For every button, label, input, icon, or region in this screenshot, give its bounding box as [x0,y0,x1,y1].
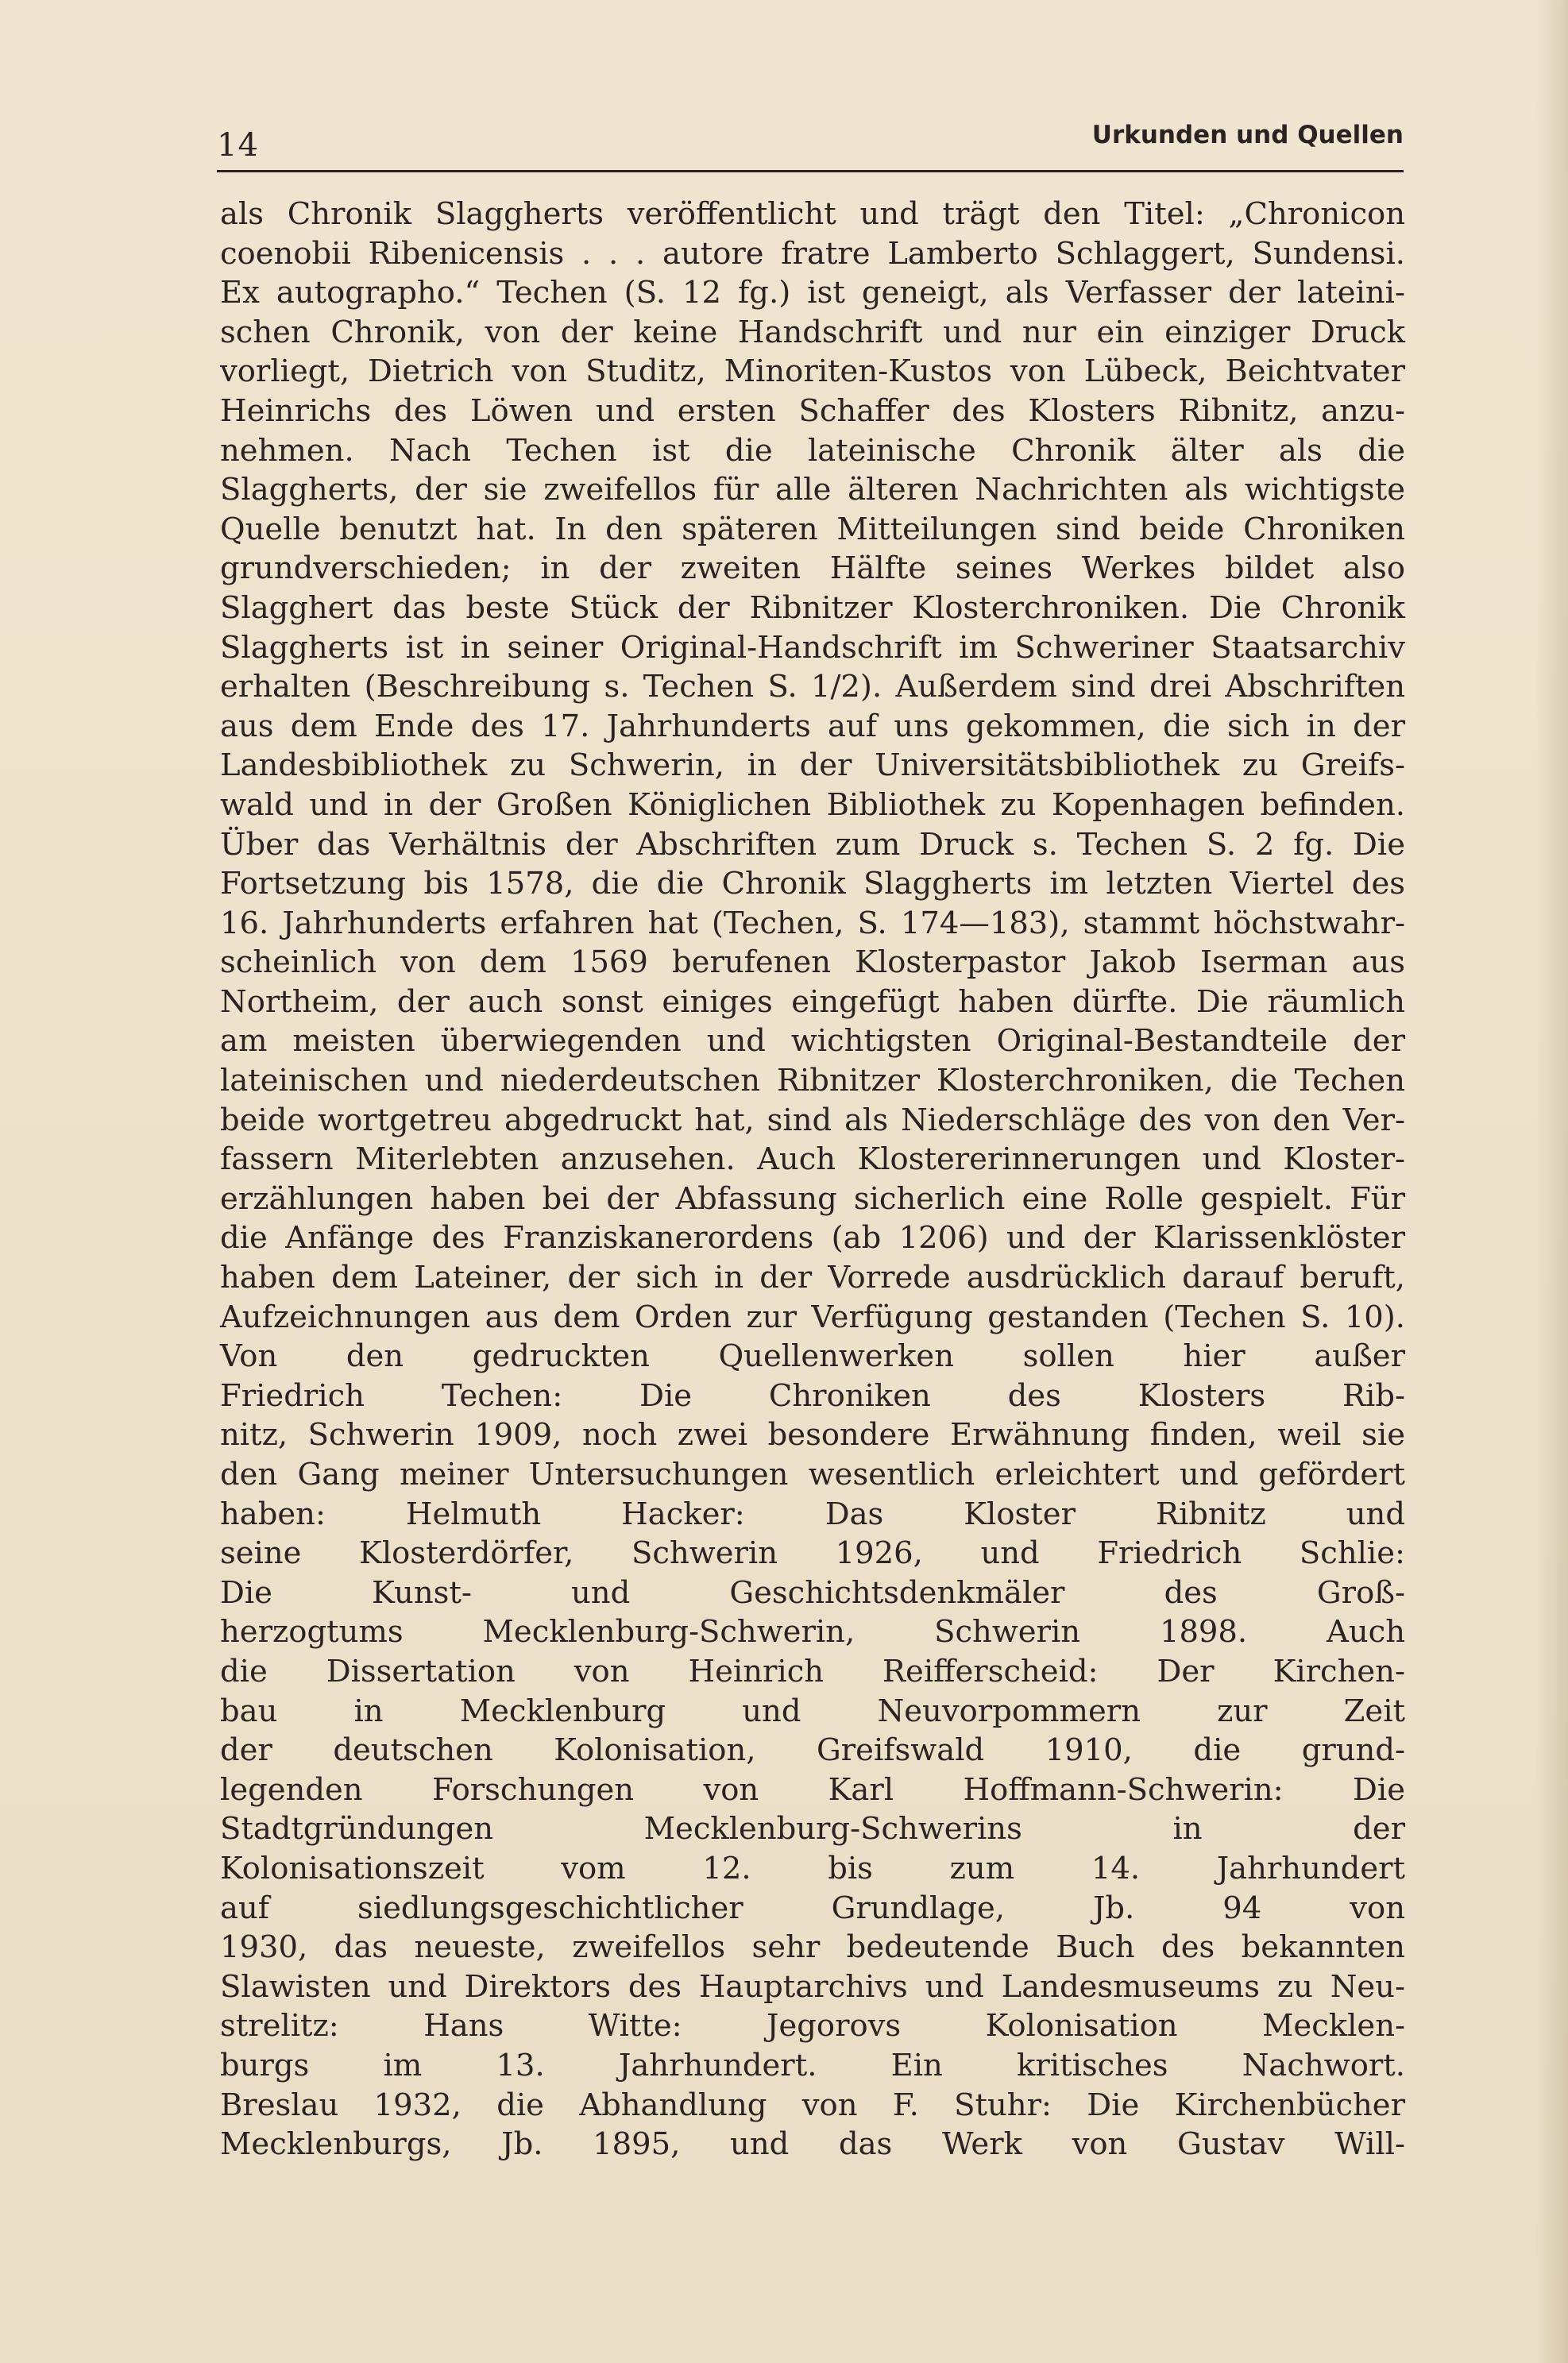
text-line: Stadtgründungen Mecklenburg-Schwerins in der [220,1811,1405,1848]
text-line: Friedrich Techen: Die Chroniken des Klosters Rib- [220,1377,1405,1414]
text-line: Mecklenburgs, Jb. 1895, und das Werk von Gustav Will- [220,2126,1405,2163]
text-line: bau in Mecklenburg und Neuvorpommern zur Zeit [220,1693,1405,1729]
text-line: lateinischen und niederdeutschen Ribnitzer Klosterchroniken, die Techen [220,1063,1405,1099]
text-line: am meisten überwiegenden und wichtigsten Original-Bestandteile der [220,1023,1405,1060]
text-line: den Gang meiner Untersuchungen wesentlich erleichtert und gefördert [220,1457,1405,1492]
text-line: erzählungen haben bei der Abfassung sicherlich eine Rolle gespielt. Für [220,1180,1405,1217]
text-line: Breslau 1932, die Abhandlung von F. Stuhr: Die Kirchenbücher [220,2087,1405,2123]
text-line: Ex autographo.“ Techen (S. 12 fg.) ist geneigt, als Verfasser der lateini- [220,275,1405,311]
body-text [220,195,1405,2164]
text-line: schen Chronik, von der keine Handschrift und nur ein einziger Druck [220,314,1405,350]
text-line: seine Klosterdörfer, Schwerin 1926, und Friedrich Schlie: [220,1535,1405,1572]
text-line: beide wortgetreu abgedruckt hat, sind als Niederschläge des von den Ver- [220,1102,1405,1138]
text-line: burgs im 13. Jahrhundert. Ein kritisches Nachwort. [220,2047,1405,2083]
text-line: 1930, das neueste, zweifellos sehr bedeutende Buch des bekannten [220,1929,1405,1966]
text-line: herzogtums Mecklenburg-Schwerin, Schwerin 1898. Auch [220,1614,1405,1651]
text-line: Von den gedruckten Quellenwerken sollen hier außer [220,1338,1405,1375]
text-line: strelitz: Hans Witte: Jegorovs Kolonisation Mecklen- [220,2008,1405,2044]
header-rule [217,170,1404,172]
text-line: die Anfänge des Franziskanerordens (ab 1206) und der Klarissenklöster [220,1220,1405,1257]
text-line: die Dissertation von Heinrich Reifferscheid: Der Kirchen- [220,1653,1405,1689]
text-line: coenobii Ribenicensis . . . autore fratre Lamberto Schlaggert, Sundensi. [220,235,1405,272]
text-line: aus dem Ende des 17. Jahrhunderts auf uns gekommen, die sich in der [220,708,1405,744]
text-line: Northeim, der auch sonst einiges eingefügt haben dürfte. Die räumlich [220,983,1405,1020]
text-line: Über das Verhältnis der Abschriften zum Druck s. Techen S. 2 fg. Die [220,826,1405,863]
page-edge-shadow [1536,0,1568,2363]
text-line: nitz, Schwerin 1909, noch zwei besondere Erwähnung finden, weil sie [220,1417,1405,1454]
text-line: Fortsetzung bis 1578, die die Chronik Slaggherts im letzten Viertel des [220,866,1405,902]
text-line: als Chronik Slaggherts veröffentlicht und trägt den Titel: „Chronicon [220,196,1405,232]
text-line: scheinlich von dem 1569 berufenen Klosterpastor Jakob Iserman aus [220,944,1405,981]
text-line: Quelle benutzt hat. In den späteren Mitteilungen sind beide Chroniken [220,511,1405,547]
text-line: der deutschen Kolonisation, Greifswald 1910, die grund- [220,1732,1405,1769]
text-line: nehmen. Nach Techen ist die lateinische Chronik älter als die [220,432,1405,469]
text-line: wald und in der Großen Königlichen Bibliothek zu Kopenhagen befinden. [220,786,1405,823]
text-line: grundverschieden; in der zweiten Hälfte seines Werkes bildet also [220,550,1405,587]
text-line: Slagghert das beste Stück der Ribnitzer Klosterchroniken. Die Chronik [220,589,1405,626]
text-line: Die Kunst- und Geschichtsdenkmäler des Groß- [220,1574,1405,1611]
text-line: Kolonisationszeit vom 12. bis zum 14. Jahrhundert [220,1850,1405,1886]
text-line: Slawisten und Direktors des Hauptarchivs und Landesmuseums zu Neu- [220,1968,1405,2005]
text-line: legenden Forschungen von Karl Hoffmann-Schwerin: Die [220,1771,1405,1808]
text-line: vorliegt, Dietrich von Studitz, Minoriten-Kustos von Lübeck, Beichtvater [220,353,1405,390]
text-line: Slaggherts, der sie zweifellos für alle älteren Nachrichten als wichtigste [220,472,1405,508]
text-line: haben: Helmuth Hacker: Das Kloster Ribnitz und [220,1496,1405,1532]
text-line: haben dem Lateiner, der sich in der Vorrede ausdrücklich darauf beruft, [220,1260,1405,1296]
running-head: Urkunden und Quellen [1091,121,1404,149]
text-line: Landesbibliothek zu Schwerin, in der Universitätsbibliothek zu Greifs- [220,747,1405,784]
text-line: 16. Jahrhunderts erfahren hat (Techen, S. 174—183), stammt höchstwahr- [220,905,1405,941]
page-header [217,119,1404,175]
text-line: fassern Miterlebten anzusehen. Auch Klostererinnerungen und Kloster- [220,1141,1405,1178]
text-line: Aufzeichnungen aus dem Orden zur Verfügung gestanden (Techen S. 10). [220,1299,1405,1335]
page-number: 14 [217,127,259,164]
text-line: auf siedlungsgeschichtlicher Grundlage, Jb. 94 von [220,1890,1405,1926]
text-line: erhalten (Beschreibung s. Techen S. 1/2). Außerdem sind drei Abschriften [220,669,1405,705]
text-line: Slaggherts ist in seiner Original-Handschrift im Schweriner Staatsarchiv [220,629,1405,666]
text-line: Heinrichs des Löwen und ersten Schaffer des Klosters Ribnitz, anzu- [220,392,1405,429]
